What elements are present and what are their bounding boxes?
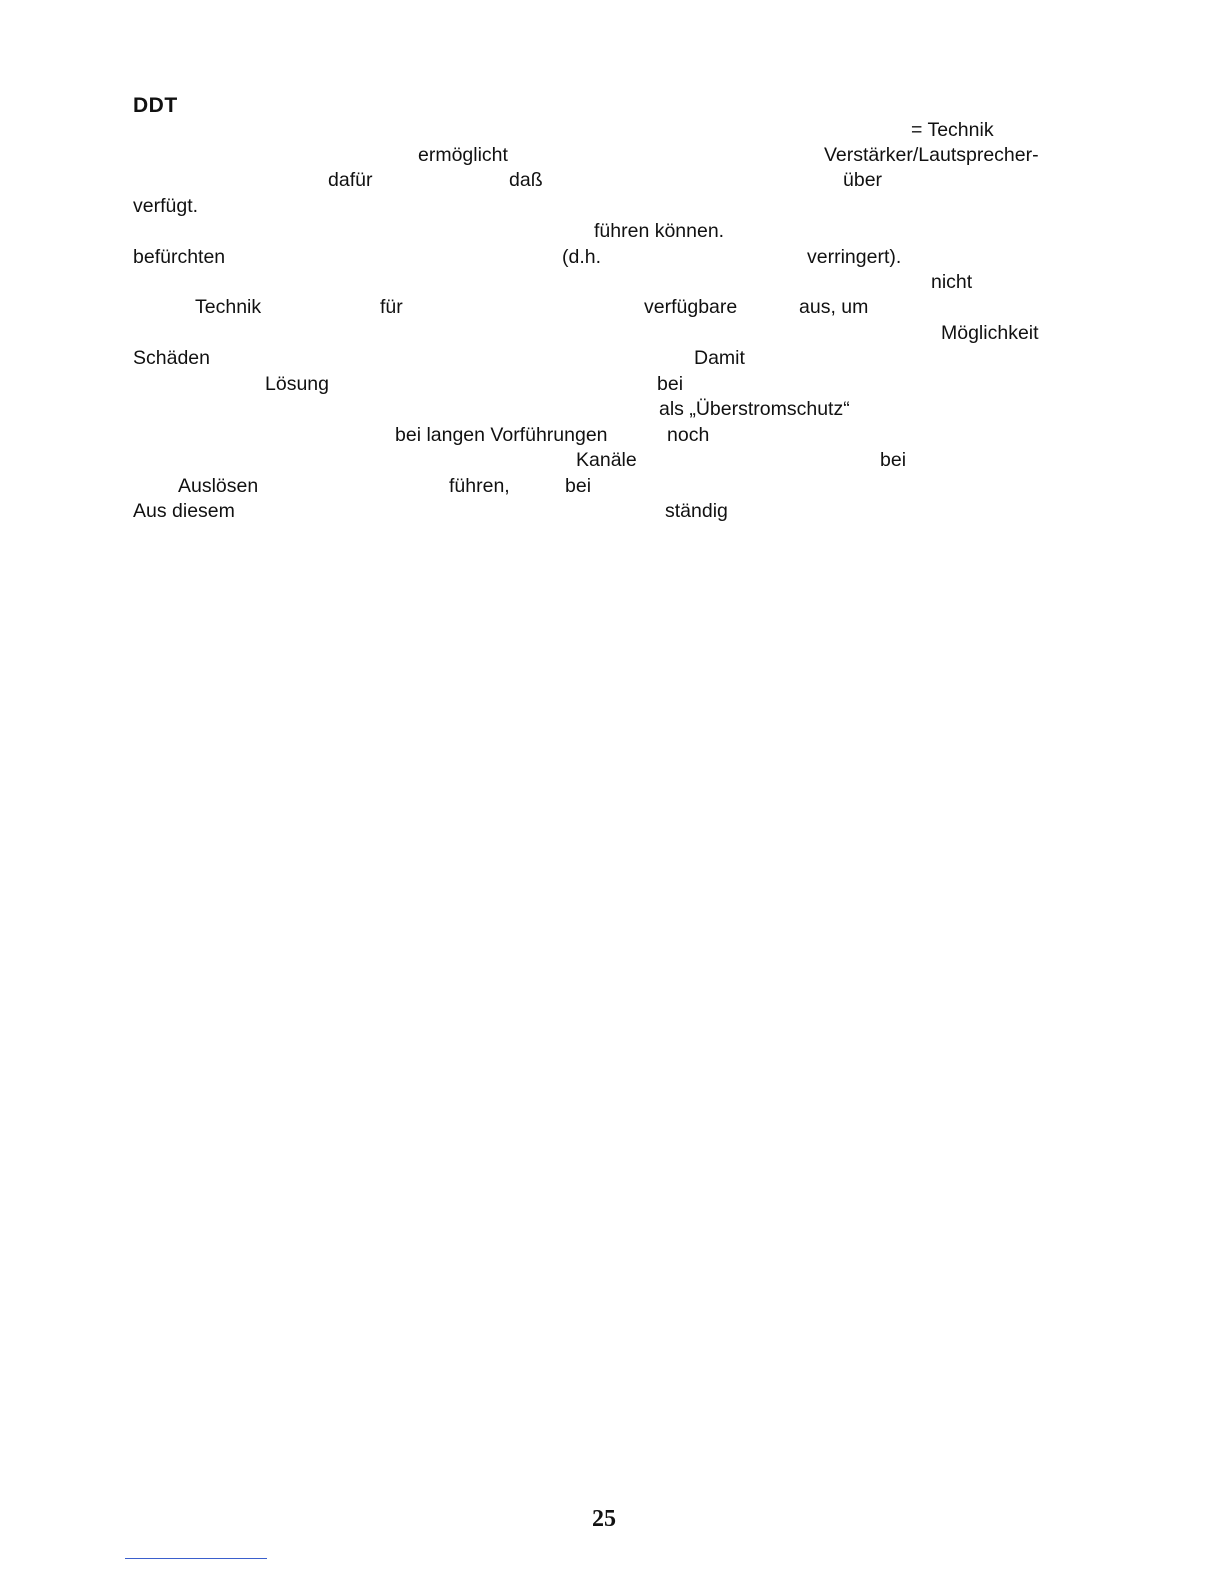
text-fragment: Lösung bbox=[265, 373, 329, 395]
section-heading: DDT bbox=[133, 94, 178, 117]
text-fragment: ständig bbox=[665, 500, 728, 522]
text-fragment: (d.h. bbox=[562, 246, 602, 268]
text-fragment: als „Überstromschutz“ bbox=[659, 398, 850, 420]
text-fragment: verfügbare bbox=[644, 296, 738, 318]
text-fragment: Auslösen bbox=[178, 475, 259, 497]
text-fragment: für bbox=[380, 296, 403, 318]
text-fragment: bei langen Vorführungen bbox=[395, 424, 608, 446]
page-number: 25 bbox=[592, 1506, 616, 1532]
text-fragment: Aus diesem bbox=[133, 500, 235, 522]
text-fragment: über bbox=[843, 169, 883, 191]
text-fragment: bei bbox=[565, 475, 592, 497]
text-fragment: führen können. bbox=[594, 220, 725, 242]
text-fragment: Kanäle bbox=[576, 449, 637, 471]
text-fragment: dafür bbox=[328, 169, 373, 191]
text-fragment: Verstärker/Lautsprecher- bbox=[824, 144, 1039, 166]
text-fragment: verringert). bbox=[807, 246, 902, 268]
text-fragment: Schäden bbox=[133, 347, 210, 369]
text-fragment: führen, bbox=[449, 475, 510, 497]
text-fragment: daß bbox=[509, 169, 543, 191]
text-fragment: verfügt. bbox=[133, 195, 199, 217]
text-fragment: bei bbox=[657, 373, 684, 395]
text-fragment: Möglichkeit bbox=[941, 322, 1039, 344]
text-fragment: aus, um bbox=[799, 296, 869, 318]
text-fragment: bei bbox=[880, 449, 907, 471]
text-fragment: befürchten bbox=[133, 246, 226, 268]
text-fragment: Damit bbox=[694, 347, 745, 369]
text-fragment: noch bbox=[667, 424, 710, 446]
footer-divider bbox=[125, 1558, 267, 1559]
text-fragment: = Technik bbox=[911, 119, 994, 141]
text-fragment: ermöglicht bbox=[418, 144, 508, 166]
text-fragment: nicht bbox=[931, 271, 973, 293]
text-fragment: Technik bbox=[195, 296, 262, 318]
